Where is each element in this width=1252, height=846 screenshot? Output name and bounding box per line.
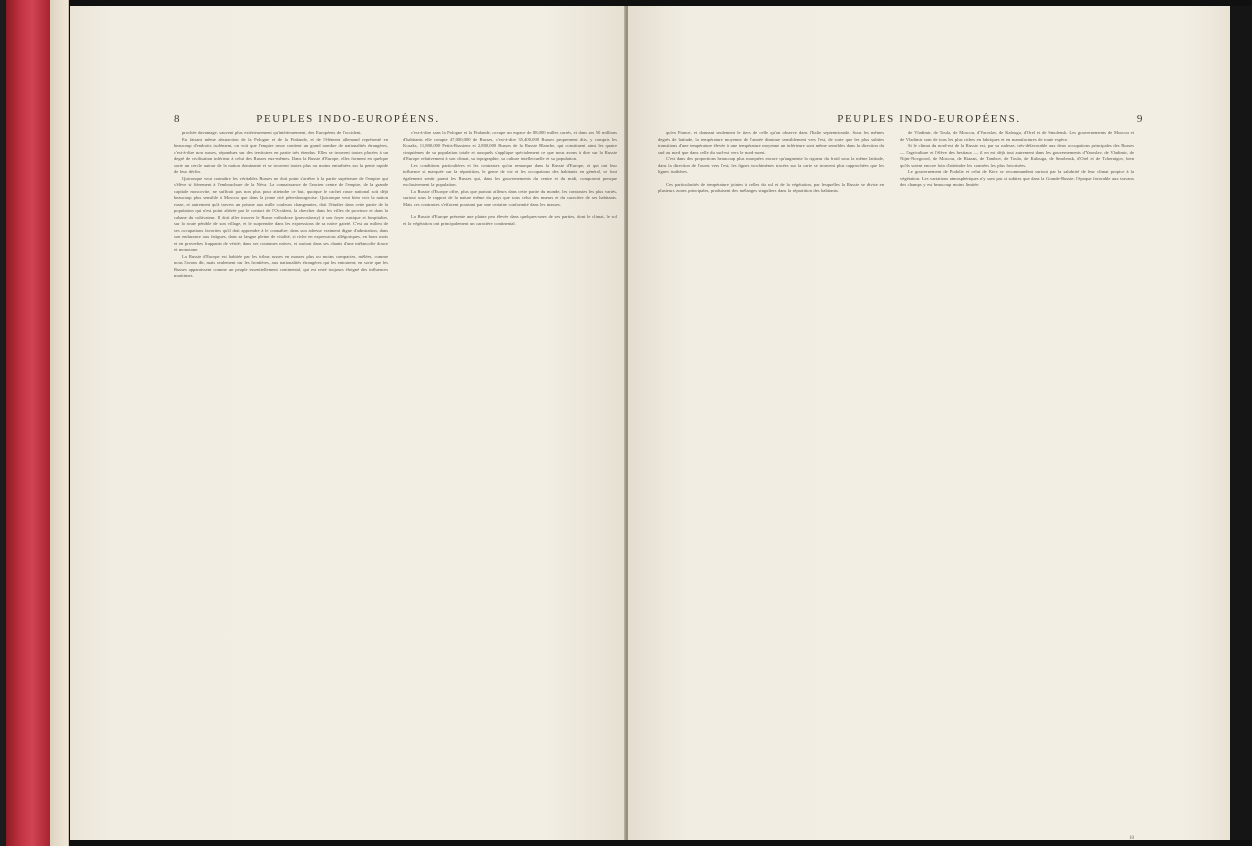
paragraph: C'est dans des proportions beaucoup plus marquées encore qu'augmente la rigueur du froid sous la même latitude, dans la direction de l'ouest vers l'est; les lignes isochimènes tracées sur la carte se trouvent plus rapprochées que les lignes isothères.	[658, 156, 884, 174]
paragraph: La Russie d'Europe présente une plaine peu élevée dans quelques-unes de ses parties, dont le climat, le sol et la végétation ont principalement un caractère continental.	[403, 214, 617, 226]
left-column-2	[403, 130, 617, 840]
right-page-header	[628, 113, 1230, 129]
paragraph: Quiconque veut connaître les véritables Russes ne doit point s'arrêter à la partie supérieure de l'empire qui s'élève si fièrement à l'embouchure de la Néva. La connaissance de l'ancien centre de l'empire, de la grande capitale moscovite, ne suffirait pas non plus pour atteindre ce but, quoique le cachet russe national soit déjà beaucoup plus sensible à Moscou que dans la jeune cité pétersbourgeoise. Quiconque veut bien voir la nation russe, et autrement qu'à travers un prisme aux mille couleurs changeantes, doit l'étudier dans cette partie de la population qui n'est point altérée par le contact de l'Occident, la chercher dans les villes de province et dans la cabane du cultivateur. Il doit aller trouver le Russe orthodoxe (pravoslavny) à son foyer rustique et hospitalier, sur la route pénible de son village, et le surprendre dans les expressions de sa naïve gaieté. C'est au milieu de ses occupations favorites qu'il doit apprendre à le connaître; dans son adresse vraiment digne d'admiration, dans son endurance aux fatigues, dans sa langue pleine de vitalité, si riche en expressions allégoriques, en bons mots et en proverbes frappants de vérité; dans ses coutumes naïves, et surtout dans ses chants d'une mélancolie douce et monotone.	[174, 175, 388, 252]
paragraph: prochée davantage, sauvent plus extérieurement qu'intérieurement, des Européens de l'occident.	[182, 130, 362, 135]
paragraph: Le gouvernement de Podolie et celui de Kiev se recommandent surtout par la salubrité de leur climat propice à la végétation. Les variations atmosphériques n'y sont pas si subites que dans la Grande-Russie; l'époque favorable aux travaux des champs y est beaucoup moins limitée.	[900, 169, 1134, 187]
right-column-2	[900, 130, 1134, 840]
paragraph: c'est-à-dire sans la Pologne et la Finlande, occupe un espace de 88,000 milles carrés, et dans ses 50 millions d'habitants elle compte 47,000,000 de Russes, c'est-à-dire 35,400,000 Russes proprement dits, y compris les Kosaks, 11,800,000 Petits-Russiens et 2,800,000 Russes de la Russie Blanche, qui constituent ainsi les quatre cinquièmes de sa population totale et auxquels s'applique spécialement ce que nous avons à dire sur la Russie d'Europe relativement à son climat, sa topographie, sa culture intellectuelle et sa population.	[403, 130, 617, 161]
right-page	[628, 6, 1230, 840]
left-page	[70, 6, 626, 840]
left-column-1	[174, 130, 388, 840]
red-book-binding	[6, 0, 50, 846]
paragraph: La Russie d'Europe offre, plus que partout ailleurs dans cette partie du monde, les contrastes les plus variés, surtout sous le rapport de la nature même du pays que sous celui des mœurs et du caractère de ses habitants. Mais ces contrastes s'effacent pourtant par une certaine conformité dans les masses.	[403, 188, 617, 207]
paragraph: La Russie d'Europe est habitée par les tribus russes en masses plus ou moins compactes, mêlées, comme nous l'avons dit, mais seulement sur les frontières, aux nationalités étrangères qui les entourent; en sorte que les Russes apparaissent comme un peuple essentiellement continental, qui est resté toujours éloigné des influences maritimes.	[174, 253, 388, 278]
paragraph: Les conditions particulières et les contrastes qu'on remarque dans la Russie d'Europe, et qui ont leur influence si marquée sur la répartition, le genre de vie et les occupations des habitants en général, se font également sentir parmi les Russes qui, dans les gouvernements du centre et du midi, composent presque exclusivement la population.	[403, 162, 617, 187]
left-running-title: PEUPLES INDO-EUROPÉENS.	[256, 113, 440, 125]
right-page-number: 9	[1136, 113, 1144, 125]
left-page-number: 8	[174, 113, 182, 125]
left-page-header	[70, 113, 626, 129]
paragraph: Ces particularités de température jointes à celles du sol et de la végétation, par lesquelles la Russie se divise en plusieurs zones principales, produisent des mélanges singuliers dans la répartition des habitants.	[658, 181, 884, 193]
right-column-1	[658, 130, 884, 840]
page-stack-edge	[50, 0, 69, 846]
paragraph: Si le climat du nord-est de la Russie est, par sa rudesse, très-défavorable aux deux occupations principales des Russes — l'agriculture et l'élève des bestiaux — il en est déjà tout autrement dans les gouvernements d'Yaroslav, de Vladimir, de Nijni-Novgorod, de Moscou, de Riazan, de Tambov, de Toula, de Kalouga, de Smolensk, d'Orel et de Tchernigov, bien qu'ils soient encore loin d'atteindre les contrées les plus favorisées.	[900, 143, 1134, 168]
paragraph: de Vladimir, de Toula, de Moscou, d'Yaroslav, de Kalouga, d'Orel et de Smolensk. Les gouvernements de Moscou et de Vladimir sont de tous les plus riches en fabriques et en manufactures de toute espèce.	[900, 130, 1134, 142]
right-running-title: PEUPLES INDO-EUROPÉENS.	[837, 113, 1021, 125]
signature-mark: 10	[1129, 836, 1134, 840]
scan-background-right	[1230, 6, 1252, 840]
paragraph: En faisant même abstraction de la Pologne et de la Finlande, et de l'élément allemand représenté en beaucoup d'endroits isolément, on voit que l'empire russe contient un grand nombre de nationalités étrangères, c'est-à-dire non russes, répandues sur des territoires en partie très étendus. Elles se trouvent toutes placées à un degré de civilisation inférieur à celui des Russes eux-mêmes. Dans la Russie d'Europe, elles forment en quelque sorte un cercle autour de la nation dominante et se trouvent toutes plus ou moins entraînées sur la pente rapide de leur déclin.	[174, 136, 388, 174]
paragraph: qu'en France, et donnant seulement le tiers de celle qu'on observe dans l'Italie septentrionale. Sous les mêmes degrés de latitude, la température moyenne de l'année diminue sensiblement vers l'est, de sorte que les plus subites transitions d'une température élevée à une température moyenne un inférieure sont même sensibles dans la direction du sud au nord que dans celle du sud-est vers le nord-ouest.	[658, 130, 884, 155]
